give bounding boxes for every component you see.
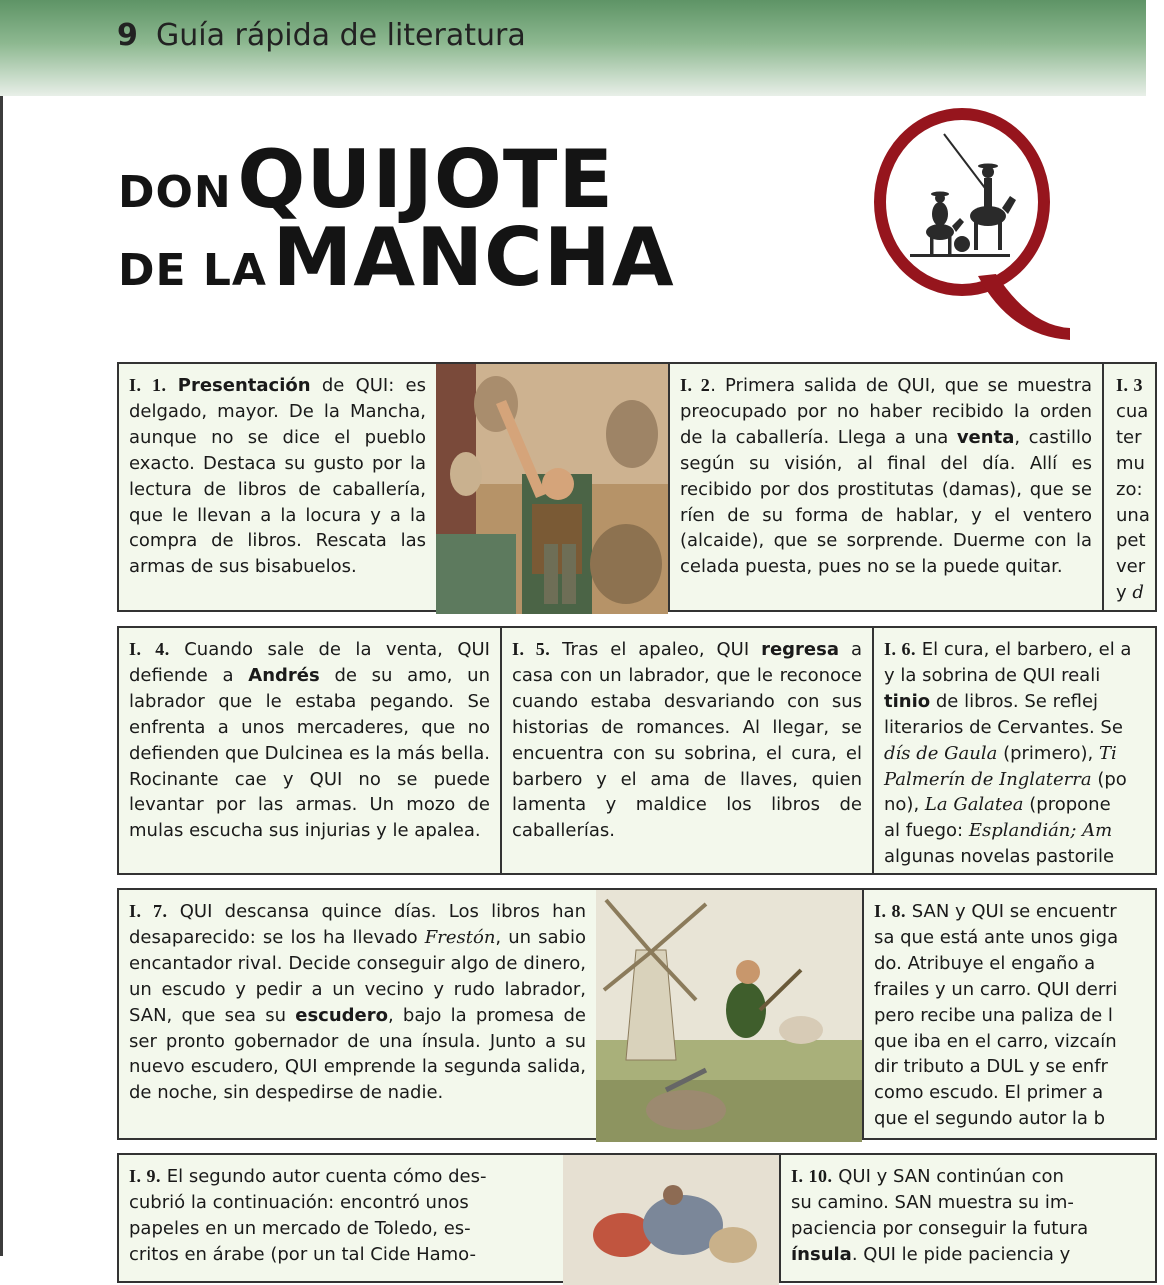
- section-5-bold: regresa: [761, 639, 839, 660]
- section-1-label: I. 1.: [129, 375, 167, 395]
- header-title: Guía rápida de literatura: [156, 18, 526, 53]
- section-10-bold: ínsula: [791, 1243, 852, 1265]
- title-mancha: MANCHA: [272, 211, 675, 304]
- title-de-la: DE LA: [118, 245, 267, 296]
- section-7-label: I. 7.: [129, 901, 168, 921]
- section-5-label: I. 5.: [512, 639, 551, 659]
- section-7-italic: Frestón: [424, 926, 496, 948]
- section-10-label: I. 10.: [791, 1166, 833, 1186]
- section-7-bold: escudero: [295, 1004, 388, 1026]
- section-3: I. 3 cua ter mu zo: una pet ver y d: [1116, 375, 1150, 604]
- section-3-label: I. 3: [1116, 375, 1144, 395]
- section-1: [119, 364, 436, 610]
- row-1-panel: [117, 362, 1157, 612]
- page-number: 9: [117, 18, 138, 53]
- section-9: I. 9. El segundo autor cuenta cómo des- cubrió la continuación: encontró unos papeles en un mercado de Toledo, es- critos en árabe (por un tal Cide Hamo-: [129, 1166, 487, 1265]
- title-don: DON: [118, 167, 232, 218]
- left-border: [0, 0, 3, 1256]
- section-1-bold: Presentación: [177, 375, 311, 396]
- section-8-label: I. 8.: [874, 901, 907, 921]
- quijote-logo: [870, 104, 1070, 346]
- section-8: I. 8. SAN y QUI se encuentr sa que está ante unos giga do. Atribuye el engaño a frailes y un carro. QUI derri pero recibe una paliza de l que iba en el carro, vizcaín dir tributo a DUL y se enfr como escudo. El primer a que el segundo autor la b: [874, 901, 1119, 1130]
- section-4: I. 4. Cuando sale de la venta, QUI defiende a Andrés de su amo, un labrador que le estaba pegando. Se enfrenta a unos mercaderes, que no defienden que Dulcinea es la más bella. Rocinante cae y QUI no se puede levantar por las armas. Un mozo de mulas escucha sus injurias y le apalea.: [129, 639, 490, 842]
- section-1-text: de QUI: es delgado, mayor. De la Mancha, aunque no se dice el pueblo exacto. Destaca su gusto por la lectura de libros de caballería, que le llevan a la locura y a la compra de libros. Rescata las armas de sus bisabuelos.: [129, 375, 426, 578]
- row-4-panel: [117, 1153, 1157, 1283]
- section-10: I. 10. QUI y SAN continúan con su camino. SAN muestra su im- paciencia por conseguir la futura ínsula. QUI le pide paciencia y: [791, 1166, 1089, 1265]
- reading-quijote-illustration: [436, 364, 668, 614]
- section-2-bold: venta: [956, 426, 1015, 448]
- section-5: I. 5. Tras el apaleo, QUI regresa a casa con un labrador, que le reconoce cuando estaba desvariando con sus historias de romances. Al llegar, se encuentra con su sobrina, el cura, el barbero y el ama de llaves, quien lamenta y maldice los libros de caballerías.: [512, 639, 862, 842]
- page-header: [0, 0, 1146, 96]
- section-2: I. 2. Primera salida de QUI, que se muestra preocupado por no haber recibido la orden de la caballería. Llega a una venta, castillo según su visión, al final del día. Allí es recibido por dos prostitutas (damas), que se ríen de su forma de hablar, y el ventero (alcaide), que se sorprende. Duerme con la celada puesta, pues no se la puede quitar.: [680, 375, 1092, 578]
- section-6-label: I. 6.: [884, 639, 917, 659]
- scene-illustration: [563, 1155, 779, 1285]
- windmill-illustration: [596, 890, 862, 1142]
- title-quijote: QUIJOTE: [237, 133, 615, 226]
- section-9-label: I. 9.: [129, 1166, 162, 1186]
- section-6: I. 6. El cura, el barbero, el a y la sobrina de QUI reali tinio de libros. Se reflej literarios de Cervantes. Se dís de Gaula (primero), Ti Palmerín de Inglaterra (po no), La Galatea (propone al fuego: Esplandián; Am algunas novelas pastorile: [884, 639, 1132, 868]
- row-3-panel: [117, 888, 1157, 1140]
- page-title: [118, 133, 675, 304]
- section-7: I. 7. QUI descansa quince días. Los libros han desaparecido: se los ha llevado Frestón, un sabio encantador rival. Decide conseguir algo de dinero, un escudo y pedir a un vecino y rudo labrador, SAN, que sea su escudero, bajo la promesa de ser pronto gobernador de una ínsula. Junto a su nuevo escudero, QUI emprende la segunda salida, de noche, sin despedirse de nadie.: [129, 901, 586, 1104]
- row-2-panel: [117, 626, 1157, 875]
- section-4-bold: Andrés: [248, 664, 320, 686]
- section-4-label: I. 4.: [129, 639, 170, 659]
- section-2-label: I. 2: [680, 375, 711, 395]
